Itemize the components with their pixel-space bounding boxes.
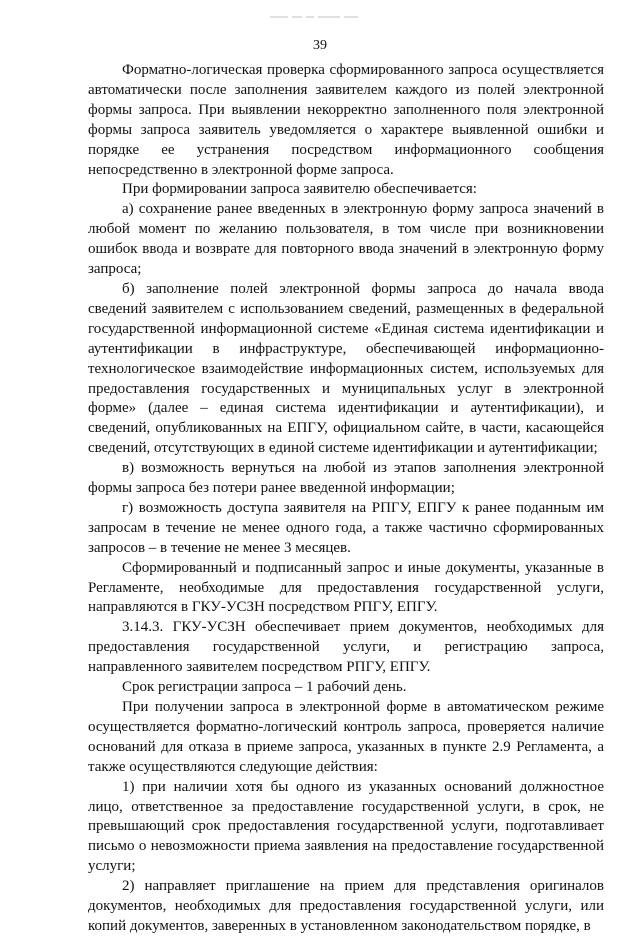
paragraph-item-b: б) заполнение полей электронной формы запроса до начала ввода сведений заявителем с использованием сведений, размещенных в федеральной государственной информационной системе «Единая система идентификации и аутентификации в инфраструктуре, обеспечивающей информационно-технологическое взаимодействие информационных систем, используемых для предоставления государственных и муниципальных услуг в электронной форме» (далее – единая система идентификации и аутентификации), и сведений, опубликованных на ЕПГУ, официальном сайте, в части, касающейся сведений, отсутствующих в единой системе идентификации и аутентификации; — [88, 280, 604, 457]
paragraph-electronic-receipt: При получении запроса в электронной форме в автоматическом режиме осуществляется форматно-логический контроль запроса, проверяется наличие оснований для отказа в приеме запроса, указанных в пункте 2.9 Регламента, а также осуществляются следующие действия: — [88, 699, 604, 775]
paragraph-item-g: г) возможность доступа заявителя на РПГУ, ЕПГУ к ранее поданным им запросам в течение не менее одного года, а также частично сформированных запросов – в течение не менее 3 месяцев. — [88, 499, 604, 556]
scan-artifact — [270, 8, 380, 20]
document-body — [88, 61, 604, 937]
paragraph-action-2: 2) направляет приглашение на прием для представления оригиналов документов, необходимых для предоставления государственной услуги, или копий документов, заверенных в установленном законодательством порядке, в — [88, 878, 604, 934]
paragraph-action-1: 1) при наличии хотя бы одного из указанных оснований должностное лицо, ответственное за предоставление государственной услуги, в срок, не превышающий срок предоставления государственной услуги, подготавливает письмо о невозможности приема заявления на предоставление государственной услуги; — [88, 778, 604, 875]
paragraph-provisions-intro: При формировании запроса заявителю обеспечивается: — [122, 181, 477, 198]
paragraph-item-a: а) сохранение ранее введенных в электронную форму запроса значений в любой момент по желанию пользователя, в том числе при возникновении ошибок ввода и возврате для повторного ввода значений в электронную форму запроса; — [88, 201, 604, 278]
paragraph-submission: Сформированный и подписанный запрос и иные документы, указанные в Регламенте, необходимые для предоставления государственной услуги, направляются в ГКУ-УСЗН посредством РПГУ, ЕПГУ. — [88, 559, 604, 616]
paragraph-item-v: в) возможность вернуться на любой из этапов заполнения электронной формы запроса без потери ранее введенной информации; — [88, 460, 604, 497]
paragraph-3-14-3: 3.14.3. ГКУ-УСЗН обеспечивает прием документов, необходимых для предоставления государственной услуги, и регистрацию запроса, направленного заявителем посредством РПГУ, ЕПГУ. — [88, 619, 604, 676]
page-number: 39 — [313, 38, 327, 53]
paragraph-registration-term: Срок регистрации запроса – 1 рабочий день. — [122, 679, 407, 696]
paragraph-format-check: Форматно-логическая проверка сформированного запроса осуществляется автоматически после заполнения заявителем каждого из полей электронной формы запроса. При выявлении некорректно заполненного поля электронной формы запроса заявитель уведомляется о характере выявленной ошибки и порядке ее устранения посредством информационного сообщения непосредственно в электронной форме запроса. — [88, 62, 604, 178]
